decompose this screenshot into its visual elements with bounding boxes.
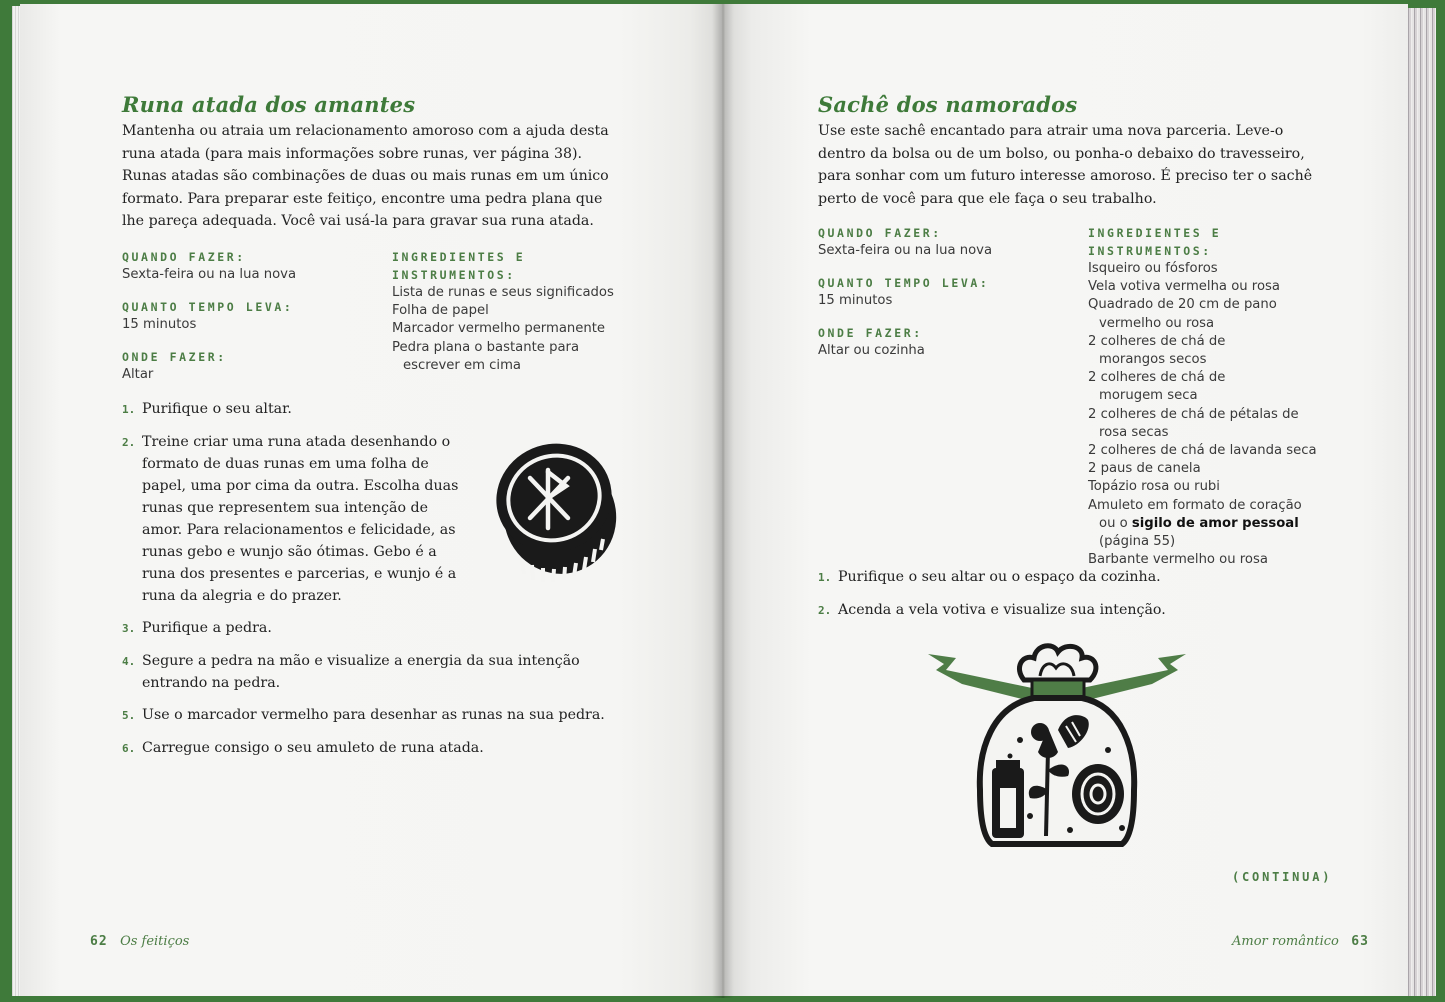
amulet-page-ref: (página 55): [1099, 534, 1176, 550]
ingredient-item: 2 paus de canela: [1088, 461, 1201, 477]
step-item: [818, 566, 1318, 588]
ingredient-item: Lista de runas e seus significados: [392, 285, 614, 300]
duration-label: QUANTO TEMPO LEVA:: [818, 276, 990, 290]
when-value: Sexta-feira ou na lua nova: [122, 267, 297, 282]
step-text: Treine criar uma runa atada desenhando o formato de duas runas em uma folha de papel, uma por cima da outra. Escolha duas runas que representem sua intenção de amor. Para relacionamentos e felicidade, as runas gebo e wunjo são ótimas. Gebo é a runa dos presentes e parcerias, e wunjo é a runa da alegria e do prazer.: [142, 433, 459, 604]
duration-block: [122, 298, 382, 334]
step-item: [122, 398, 622, 420]
ingredients-label: INGREDIENTES E INSTRUMENTOS:: [1088, 226, 1222, 258]
ingredient-item: Barbante vermelho ou rosa: [1088, 552, 1268, 568]
step-number: 2.: [818, 603, 832, 617]
page-number: 63: [1351, 934, 1369, 949]
when-block: [122, 248, 382, 284]
ingredients-block: [1088, 224, 1328, 569]
step-number: 4.: [122, 654, 136, 668]
step-number: 1.: [818, 571, 832, 584]
duration-label: QUANTO TEMPO LEVA:: [122, 300, 294, 314]
duration-value: 15 minutos: [122, 317, 197, 332]
ingredient-item: 2 colheres de chá de lavanda seca: [1088, 443, 1317, 459]
spell-title: Runa atada dos amantes: [122, 92, 416, 117]
amulet-text: Amuleto em formato de coração ou o: [1088, 497, 1302, 531]
ingredient-item: 2 colheres de chá de morangos secos: [1088, 333, 1226, 368]
steps-list: [818, 566, 1318, 631]
ingredient-item: Vela votiva vermelha ou rosa: [1088, 279, 1280, 295]
step-number: 2.: [122, 435, 136, 449]
ingredient-item: Topázio rosa ou rubi: [1088, 479, 1220, 495]
left-folio: [90, 934, 189, 949]
ingredient-item: Isqueiro ou fósforos: [1088, 261, 1218, 276]
step-item: [122, 704, 622, 726]
when-block: [818, 224, 1068, 260]
right-page: [722, 4, 1408, 996]
ingredient-item: Pedra plana o bastante para escrever em cima: [392, 339, 580, 373]
step-text: Purifique a pedra.: [142, 620, 272, 636]
where-block: [818, 324, 1068, 360]
spell-title: Sachê dos namorados: [818, 92, 1078, 117]
step-number: 6.: [122, 741, 136, 755]
where-label: ONDE FAZER:: [122, 350, 227, 364]
where-value: Altar ou cozinha: [818, 343, 925, 358]
continued-label: (CONTINUA): [1232, 870, 1333, 884]
step-text: Segure a pedra na mão e visualize a energia da sua intenção entrando na pedra.: [142, 652, 580, 691]
sigil-link-text: sigilo de amor pessoal: [1131, 515, 1299, 531]
step-text: Acenda a vela votiva e visualize sua intenção.: [838, 601, 1166, 618]
right-folio: [1232, 934, 1369, 949]
left-page: [20, 4, 722, 996]
ingredient-item-amulet: [1088, 497, 1321, 552]
where-value: Altar: [122, 367, 154, 382]
book-gutter: [712, 4, 734, 998]
where-block: [122, 348, 382, 384]
ingredient-item: 2 colheres de chá de pétalas de rosa secas: [1088, 406, 1299, 440]
running-head: Amor romântico: [1232, 934, 1339, 949]
duration-value: 15 minutos: [818, 293, 893, 308]
when-label: QUANDO FAZER:: [818, 226, 942, 240]
where-label: ONDE FAZER:: [818, 326, 923, 340]
step-item: [122, 617, 622, 639]
page-number: 62: [90, 934, 108, 949]
step-number: 3.: [122, 622, 136, 635]
step-text: Carregue consigo o seu amuleto de runa atada.: [142, 739, 484, 756]
sachet-icon: [922, 640, 1192, 852]
when-value: Sexta-feira ou na lua nova: [818, 243, 993, 258]
step-number: 5.: [122, 709, 136, 722]
step-number: 1.: [122, 403, 136, 416]
running-head: Os feitiços: [120, 934, 190, 949]
ingredients-block: [392, 248, 642, 375]
spell-intro: Use este sachê encantado para atrair uma nova parceria. Leve-o dentro da bolsa ou de um bolso, ou ponha-o debaixo do travesseiro, para sonhar com um futuro interesse amoroso. É preciso ter o sachê perto de você para que ele faça o seu trabalho.: [818, 123, 1313, 207]
ingredient-item: Folha de papel: [392, 303, 489, 319]
step-item: [122, 650, 622, 694]
step-item: [122, 737, 622, 759]
duration-block: [818, 274, 1068, 310]
spell-intro: Mantenha ou atraia um relacionamento amoroso com a ajuda desta runa atada (para mais informações sobre runas, ver página 38). Runas atadas são combinações de duas ou mais runas em um único formato. Para preparar este feitiço, encontre uma pedra plana que lhe pareça adequada. Você vai usá-la para gravar sua runa atada.: [122, 123, 609, 230]
step-item: [818, 599, 1318, 621]
ingredients-list: [392, 284, 642, 375]
step-text: Use o marcador vermelho para desenhar as runas na sua pedra.: [142, 707, 605, 723]
rune-stone-icon: [492, 432, 624, 584]
ingredient-item: Quadrado de 20 cm de pano vermelho ou rosa: [1088, 297, 1277, 331]
ingredient-item: 2 colheres de chá de morugem seca: [1088, 370, 1226, 404]
step-item: [122, 431, 467, 607]
when-label: QUANDO FAZER:: [122, 250, 246, 264]
step-text: Purifique o seu altar ou o espaço da cozinha.: [838, 569, 1161, 585]
step-text: Purifique o seu altar.: [142, 401, 292, 417]
ingredients-list: [1088, 260, 1328, 569]
ingredients-label: INGREDIENTES E INSTRUMENTOS:: [392, 250, 526, 282]
right-page-edges: [1406, 8, 1436, 996]
ingredient-item: Marcador vermelho permanente: [392, 321, 606, 337]
